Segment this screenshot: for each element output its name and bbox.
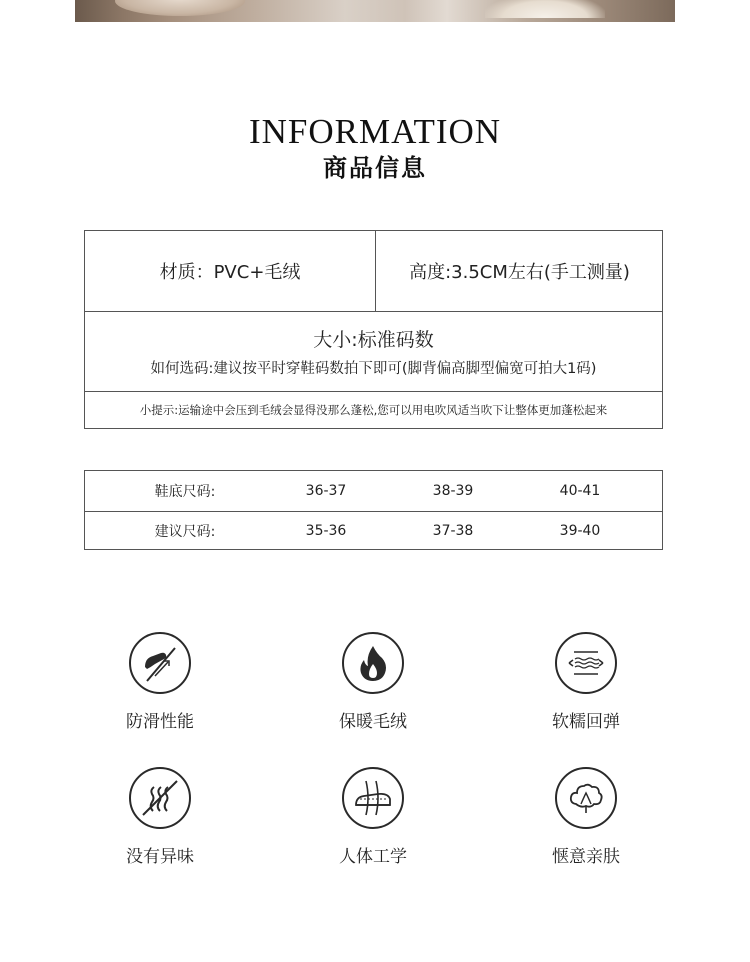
ergonomic-icon <box>342 767 404 829</box>
rebound-icon <box>555 632 617 694</box>
no-odor-icon <box>129 767 191 829</box>
size-title: 大小:标准码数 <box>313 329 434 351</box>
flame-icon <box>342 632 404 694</box>
page-title-en: INFORMATION <box>248 112 502 151</box>
size-advice: 如何选码:建议按平时穿鞋码数拍下即可(脚背偏高脚型偏宽可拍大1码) <box>150 361 597 377</box>
feature-skin-friendly <box>506 767 666 867</box>
row-label: 鞋底尺码: <box>154 484 216 500</box>
info-row-size <box>85 311 662 392</box>
feature-ergonomic <box>293 767 453 867</box>
row-label: 建议尺码: <box>154 524 216 540</box>
size-table <box>84 470 663 550</box>
feature-no-odor <box>80 767 240 867</box>
product-photo-strip <box>75 0 675 22</box>
anti-slip-icon <box>129 632 191 694</box>
feature-label: 惬意亲肤 <box>552 847 620 867</box>
slipper-photo-detail <box>115 0 245 16</box>
table-row <box>85 471 662 512</box>
feature-soft-rebound <box>506 632 666 732</box>
feature-label: 软糯回弹 <box>552 712 620 732</box>
feature-warm-plush <box>293 632 453 732</box>
material-cell: 材质：PVC+毛绒 <box>85 231 376 311</box>
table-cell: 39-40 <box>559 523 601 539</box>
height-cell: 高度:3.5CM左右(手工测量) <box>409 262 630 283</box>
fluff-photo-detail <box>485 0 605 18</box>
page-title-cn: 商品信息 <box>323 154 427 182</box>
info-row-specs <box>85 231 662 312</box>
cotton-icon <box>555 767 617 829</box>
feature-label: 保暖毛绒 <box>339 712 407 732</box>
feature-label: 没有异味 <box>126 847 194 867</box>
feature-anti-slip <box>80 632 240 732</box>
info-row-tip: 小提示:运输途中会压到毛绒会显得没那么蓬松,您可以用电吹风适当吹下让整体更加蓬松起来 <box>139 403 608 417</box>
table-cell: 37-38 <box>432 523 474 539</box>
feature-label: 防滑性能 <box>126 712 194 732</box>
info-table <box>84 230 663 429</box>
table-cell: 35-36 <box>305 523 347 539</box>
feature-label: 人体工学 <box>339 847 407 867</box>
table-cell: 38-39 <box>432 483 474 499</box>
table-cell: 40-41 <box>559 483 601 499</box>
table-cell: 36-37 <box>305 483 347 499</box>
table-row <box>85 511 662 551</box>
